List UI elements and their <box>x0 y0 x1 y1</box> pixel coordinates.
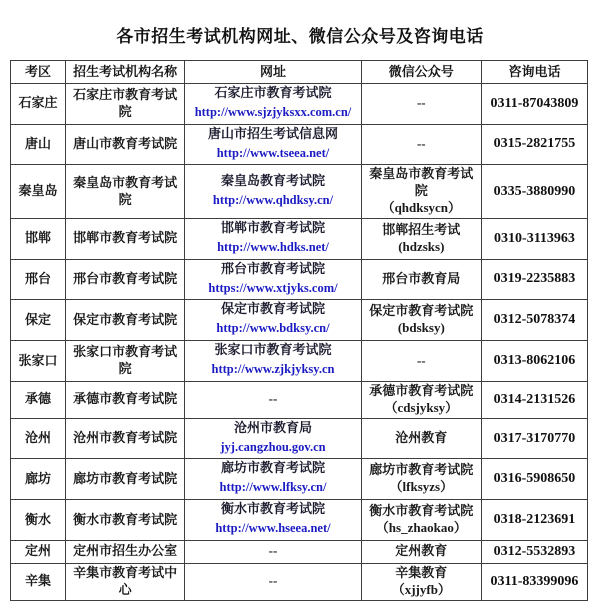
website-site-name: 秦皇岛教育考试院 <box>220 172 325 188</box>
cell-org: 定州市招生办公室 <box>66 540 185 563</box>
wechat-name: -- <box>416 136 426 152</box>
wechat-name: 廊坊市教育考试院 <box>369 462 474 478</box>
table-row <box>11 540 588 563</box>
website-site-name: 衡水市教育考试院 <box>220 501 325 517</box>
wechat-name: 保定市教育考试院 <box>369 303 474 319</box>
cell-org: 石家庄市教育考试院 <box>66 84 185 125</box>
website-site-name: 保定市教育考试院 <box>220 301 325 317</box>
website-site-name: 沧州市教育局 <box>233 419 312 435</box>
cell-phone: 0335-3880990 <box>481 165 587 219</box>
cell-wechat <box>361 341 481 382</box>
header-row <box>11 61 588 84</box>
cell-wechat <box>361 124 481 165</box>
cell-org: 张家口市教育考试院 <box>66 341 185 382</box>
website-link[interactable]: jyj.cangzhou.gov.cn <box>220 439 326 454</box>
wechat-name: 衡水市教育考试院 <box>369 503 474 519</box>
wechat-name: 沧州教育 <box>395 430 448 446</box>
website-link[interactable]: http://www.hdks.net/ <box>217 239 329 254</box>
wechat-id: （lfksyzs） <box>389 479 454 495</box>
cell-org: 沧州市教育考试院 <box>66 418 185 459</box>
cell-region: 沧州 <box>11 418 66 459</box>
cell-wechat <box>361 259 481 300</box>
website-link[interactable]: http://www.hseea.net/ <box>215 521 331 536</box>
website-site-name: 廊坊市教育考试院 <box>220 460 325 476</box>
cell-org: 承德市教育考试院 <box>66 381 185 418</box>
website-link[interactable]: http://www.lfksy.cn/ <box>219 480 327 495</box>
cell-region: 定州 <box>11 540 66 563</box>
cell-phone: 0310-3113963 <box>481 219 587 260</box>
cell-wechat <box>361 84 481 125</box>
cell-region: 石家庄 <box>11 84 66 125</box>
website-site-name: 张家口市教育考试院 <box>214 342 332 358</box>
cell-website: -- <box>185 540 361 563</box>
col-header-wechat: 微信公众号 <box>361 61 481 84</box>
website-site-name: 唐山市招生考试信息网 <box>207 125 338 141</box>
cell-phone: 0316-5908650 <box>481 459 587 500</box>
website-link[interactable]: http://www.zjkjyksy.cn <box>211 362 335 376</box>
cell-region: 邯郸 <box>11 219 66 260</box>
table-row <box>11 165 588 219</box>
cell-wechat <box>361 418 481 459</box>
cell-region: 秦皇岛 <box>11 165 66 219</box>
cell-wechat <box>361 381 481 418</box>
website-site-name: 石家庄市教育考试院 <box>214 85 332 100</box>
wechat-id: （qhdksycn） <box>381 200 462 216</box>
table-row <box>11 84 588 125</box>
cell-website <box>185 165 361 219</box>
cell-phone: 0314-2131526 <box>481 381 587 418</box>
wechat-id: (hdzsks) <box>398 238 445 254</box>
cell-wechat <box>361 563 481 600</box>
table-row <box>11 459 588 500</box>
cell-wechat <box>361 500 481 541</box>
cell-org: 衡水市教育考试院 <box>66 500 185 541</box>
wechat-name: -- <box>416 95 426 111</box>
website-site-name: 邯郸市教育考试院 <box>220 220 325 236</box>
wechat-name: 定州教育 <box>395 543 448 559</box>
cell-region: 衡水 <box>11 500 66 541</box>
col-header-website: 网址 <box>185 61 361 84</box>
cell-phone: 0311-83399096 <box>481 563 587 600</box>
cell-org: 保定市教育考试院 <box>66 300 185 341</box>
cell-phone: 0317-3170770 <box>481 418 587 459</box>
cell-org: 邯郸市教育考试院 <box>66 219 185 260</box>
cell-region: 辛集 <box>11 563 66 600</box>
cell-website <box>185 124 361 165</box>
website-site-name: 邢台市教育考试院 <box>220 260 325 276</box>
cell-region: 承德 <box>11 381 66 418</box>
table-row <box>11 418 588 459</box>
table-row <box>11 381 588 418</box>
table-row <box>11 500 588 541</box>
wechat-name: -- <box>416 352 426 368</box>
wechat-name: 辛集教育 <box>395 564 448 580</box>
cell-region: 邢台 <box>11 259 66 300</box>
table-row <box>11 300 588 341</box>
cell-org: 邢台市教育考试院 <box>66 259 185 300</box>
col-header-region: 考区 <box>11 61 66 84</box>
website-link[interactable]: http://www.sjzjyksxx.com.cn/ <box>194 104 352 119</box>
wechat-id: （cdsjyksy） <box>384 399 459 415</box>
wechat-id: （hs_zhaokao） <box>375 520 467 536</box>
table-row <box>11 563 588 600</box>
wechat-id: (bdsksy) <box>397 320 445 336</box>
cell-website <box>185 300 361 341</box>
wechat-name: 秦皇岛市教育考试院 <box>369 166 474 199</box>
cell-phone: 0318-2123691 <box>481 500 587 541</box>
cell-wechat <box>361 459 481 500</box>
cell-phone: 0311-87043809 <box>481 84 587 125</box>
cell-wechat <box>361 165 481 219</box>
col-header-phone: 咨询电话 <box>481 61 587 84</box>
wechat-name: 承德市教育考试院 <box>369 382 474 398</box>
cell-wechat <box>361 300 481 341</box>
cell-website <box>185 459 361 500</box>
table-row <box>11 124 588 165</box>
cell-website <box>185 341 361 382</box>
cell-website <box>185 259 361 300</box>
cell-phone: 0315-2821755 <box>481 124 587 165</box>
website-link[interactable]: http://www.bdksy.cn/ <box>216 321 330 336</box>
website-link[interactable]: https://www.xtjyks.com/ <box>208 280 338 295</box>
cell-region: 张家口 <box>11 341 66 382</box>
table-row <box>11 341 588 382</box>
cell-website <box>185 84 361 125</box>
cell-phone: 0319-2235883 <box>481 259 587 300</box>
website-link[interactable]: http://www.qhdksy.cn/ <box>212 192 334 207</box>
cell-website <box>185 418 361 459</box>
cell-region: 唐山 <box>11 124 66 165</box>
cell-phone: 0313-8062106 <box>481 341 587 382</box>
website-link[interactable]: http://www.tseea.net/ <box>216 145 330 160</box>
cell-phone: 0312-5078374 <box>481 300 587 341</box>
wechat-id: （xjjyfb） <box>391 581 451 597</box>
cell-website <box>185 500 361 541</box>
cell-website <box>185 219 361 260</box>
col-header-org: 招生考试机构名称 <box>66 61 185 84</box>
cell-region: 廊坊 <box>11 459 66 500</box>
cell-org: 唐山市教育考试院 <box>66 124 185 165</box>
cell-wechat <box>361 219 481 260</box>
cell-website: -- <box>185 381 361 418</box>
cell-phone: 0312-5532893 <box>481 540 587 563</box>
cell-org: 廊坊市教育考试院 <box>66 459 185 500</box>
wechat-name: 邢台市教育局 <box>382 271 461 287</box>
cell-org: 秦皇岛市教育考试院 <box>66 165 185 219</box>
contact-table <box>10 60 588 601</box>
table-row <box>11 259 588 300</box>
wechat-name: 邯郸招生考试 <box>382 222 461 237</box>
table-row <box>11 219 588 260</box>
cell-region: 保定 <box>11 300 66 341</box>
cell-website: -- <box>185 563 361 600</box>
cell-wechat <box>361 540 481 563</box>
cell-org: 辛集市教育考试中心 <box>66 563 185 600</box>
page-title: 各市招生考试机构网址、微信公众号及咨询电话 <box>116 27 484 46</box>
table-body <box>11 84 588 601</box>
